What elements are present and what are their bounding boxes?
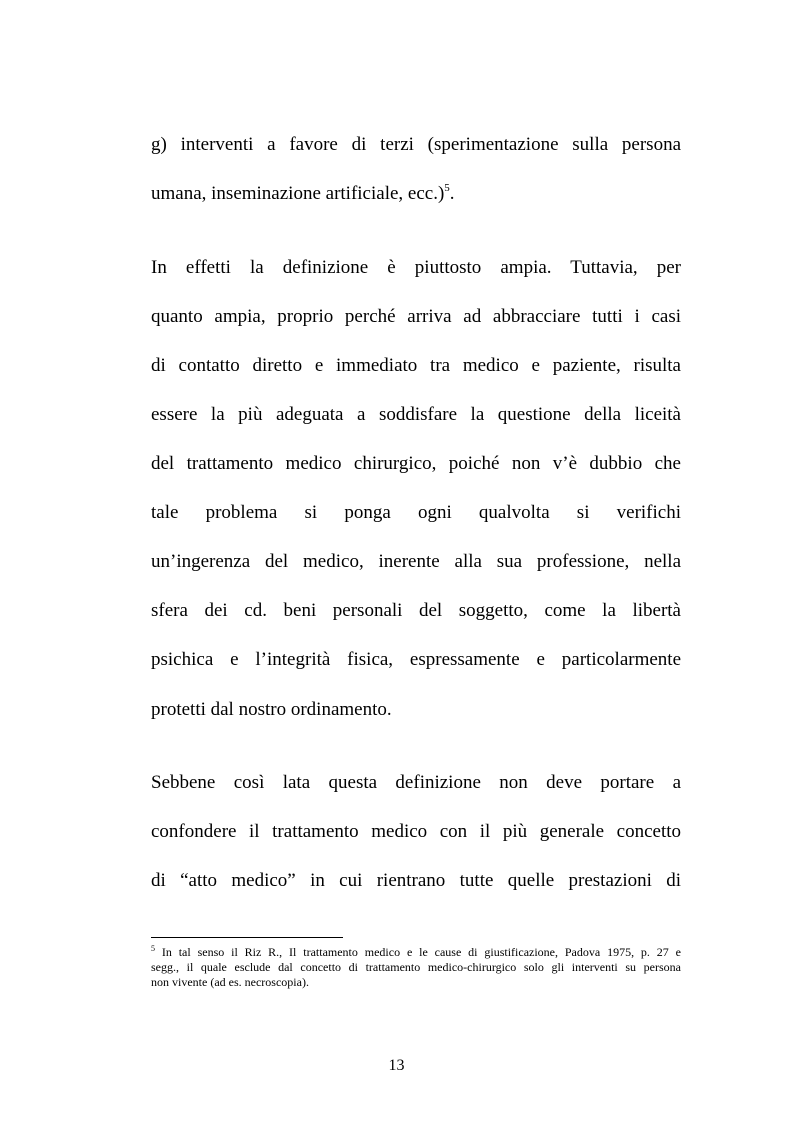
body-line: un’ingerenza del medico, inerente alla sua professione, nella [151, 551, 681, 572]
footnote-line [151, 945, 681, 960]
body-line: del trattamento medico chirurgico, poiché non v’è dubbio che [151, 453, 681, 474]
footnote-number: 5 [151, 944, 155, 953]
body-line: quanto ampia, proprio perché arriva ad abbracciare tutti i casi [151, 306, 681, 327]
footnote-text: In tal senso il Riz R., Il trattamento medico e le cause di giustificazione, Padova 1975, p. 27 e [155, 945, 681, 959]
body-line: tale problema si ponga ogni qualvolta si verifichi [151, 502, 681, 523]
body-line: di contatto diretto e immediato tra medico e paziente, risulta [151, 355, 681, 376]
body-line-punctuation: . [449, 183, 455, 204]
body-line: di “atto medico” in cui rientrano tutte quelle prestazioni di [151, 870, 681, 891]
footnote-separator [151, 937, 343, 938]
footnote-line: non vivente (ad es. necroscopia). [151, 975, 309, 989]
page-number: 13 [388, 1057, 405, 1074]
body-line: sfera dei cd. beni personali del soggetto, come la libertà [151, 600, 681, 621]
body-line: In effetti la definizione è piuttosto ampia. Tuttavia, per [151, 257, 681, 278]
body-line: essere la più adeguata a soddisfare la questione della liceità [151, 404, 681, 425]
body-line: psichica e l’integrità fisica, espressamente e particolarmente [151, 649, 681, 670]
body-line: g) interventi a favore di terzi (sperimentazione sulla persona [151, 134, 681, 155]
body-line: Sebbene così lata questa definizione non deve portare a [151, 772, 681, 793]
body-line [151, 182, 681, 206]
body-line-text: umana, inseminazione artificiale, ecc.) [151, 183, 445, 204]
body-line: protetti dal nostro ordinamento. [151, 699, 392, 720]
body-line: confondere il trattamento medico con il più generale concetto [151, 821, 681, 842]
footnote-reference[interactable]: 5 [444, 182, 450, 194]
footnote-line: segg., il quale esclude dal concetto di trattamento medico-chirurgico solo gli interventi su persona [151, 960, 681, 974]
